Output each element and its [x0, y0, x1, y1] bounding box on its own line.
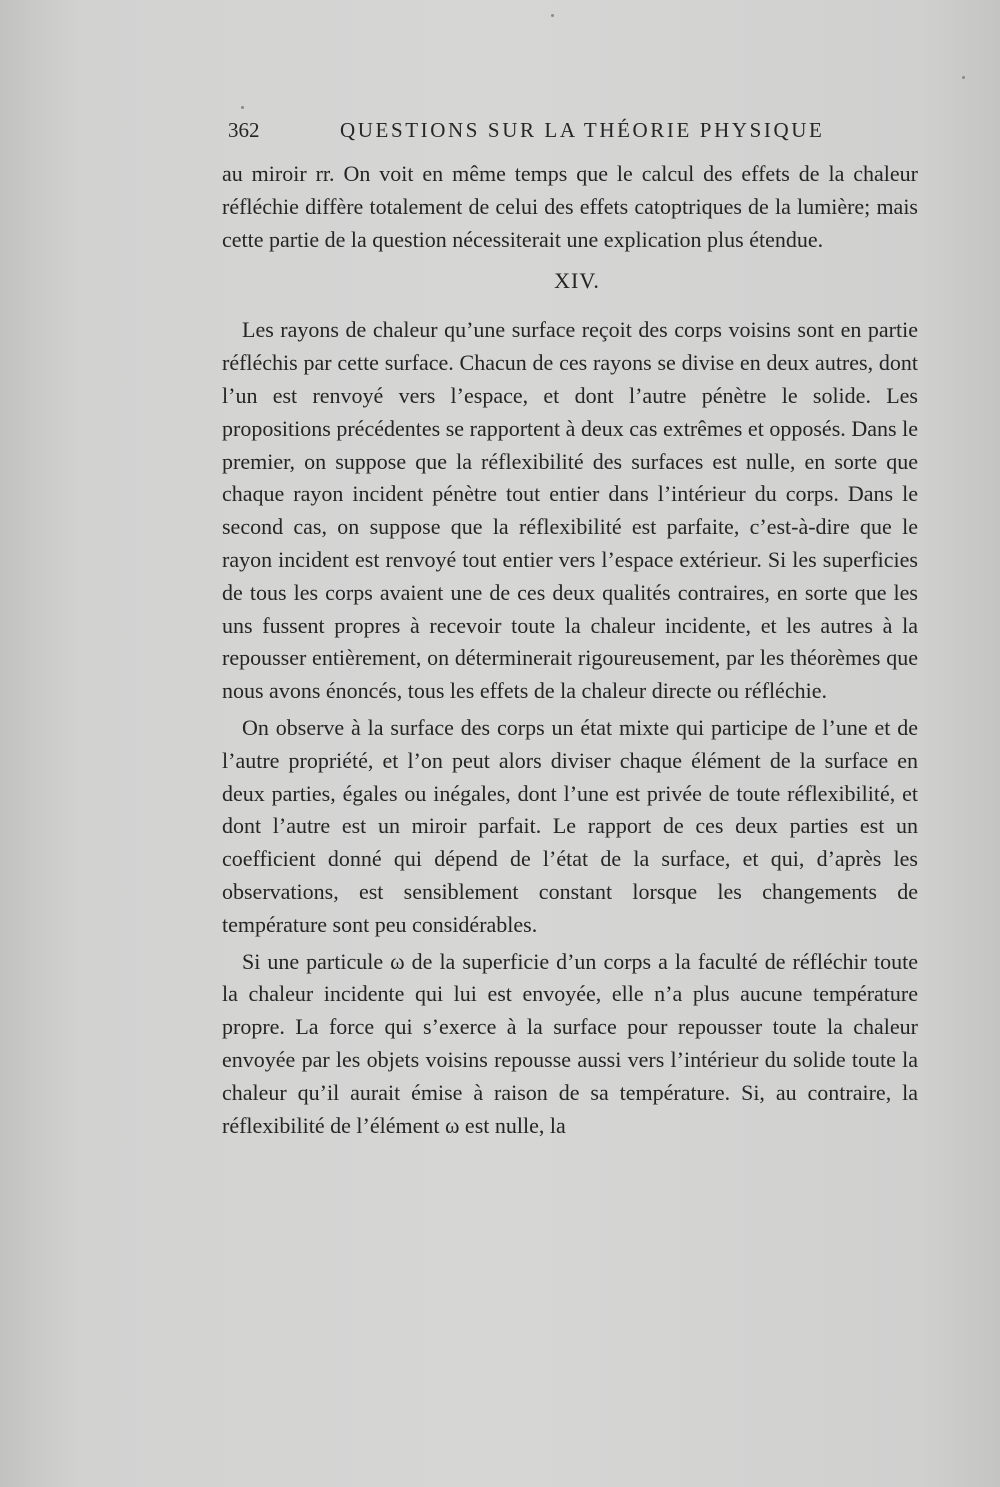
running-head: QUESTIONS SUR LA THÉORIE PHYSIQUE — [340, 118, 825, 142]
paper-speck — [551, 14, 554, 17]
body-text — [222, 158, 918, 1142]
page-number: 362 — [228, 118, 260, 142]
paper-speck — [962, 76, 965, 79]
paragraph-mixed-state: On observe à la surface des corps un état mixte qui participe de l’une et de l’autre propriété, et l’on peut alors diviser chaque élément de la surface en deux parties, égales ou inégales, dont l’une est privée de toute réflexibilité, et dont l’autre est un miroir parfait. Le rapport de ces deux parties est un coefficient donné qui dépend de l’état de la surface, et qui, d’après les observations, est sensiblement constant lorsque les changements de température sont peu considérables. — [222, 714, 918, 937]
section-heading: XIV. — [554, 268, 600, 294]
page-header — [228, 118, 920, 148]
paper-speck — [241, 106, 244, 109]
paragraph-particle-omega: Si une particule ω de la superficie d’un corps a la faculté de réfléchir toute la chaleur incidente qui lui est envoyée, elle n’a plus aucune température propre. La force qui s’exerce à la surface pour repousser toute la chaleur envoyée par les objets voisins repousse aussi vers l’intérieur du solide toute la chaleur qu’il aurait émise à raison de sa température. Si, au contraire, la réflexibilité de l’élément ω est nulle, la — [222, 948, 918, 1138]
paragraph-reflected-rays: Les rayons de chaleur qu’une surface reçoit des corps voisins sont en partie réfléchis par cette surface. Chacun de ces rayons se divise en deux autres, dont l’un est renvoyé vers l’espace, et dont l’autre pénètre le solide. Les propositions précédentes se rapportent à deux cas extrêmes et opposés. Dans le premier, on suppose que la réflexibilité des surfaces est nulle, en sorte que chaque rayon incident pénètre tout entier dans l’intérieur du corps. Dans le second cas, on suppose que la réflexibilité est parfaite, c’est-à-dire que le rayon incident est renvoyé tout entier vers l’espace extérieur. Si les superficies de tous les corps avaient une de ces deux qualités contraires, en sorte que les uns fussent propres à recevoir toute la chaleur incidente, et les autres à la repousser entièrement, on déterminerait rigoureusement, par les théorèmes que nous avons énoncés, tous les effets de la chaleur directe ou réfléchie. — [222, 317, 918, 704]
opening-paragraph: au miroir rr. On voit en même temps que le calcul des effets de la chaleur réfléchie diffère totalement de celui des effets catoptriques de la lumière; mais cette partie de la question nécessiterait une explication plus étendue. — [222, 161, 918, 252]
